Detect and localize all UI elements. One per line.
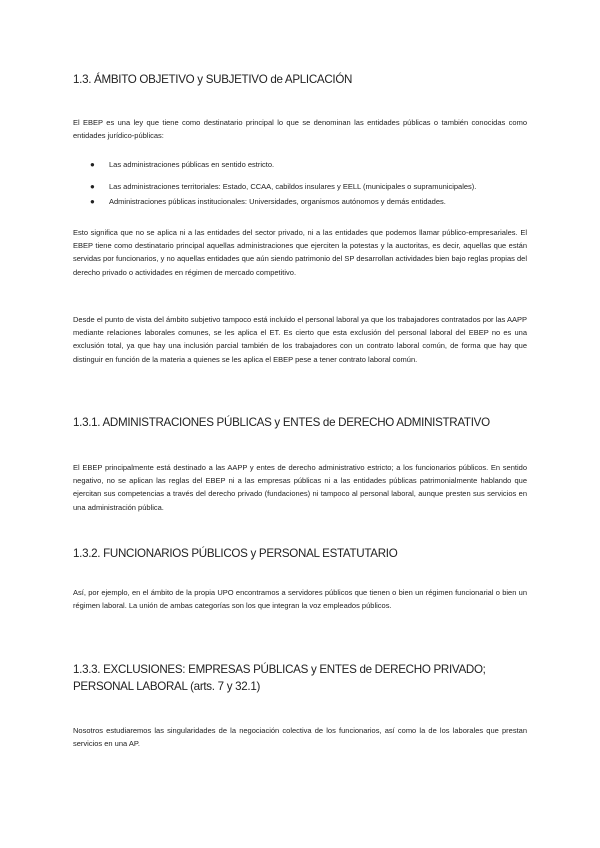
section-heading-1-3-3: 1.3.3. EXCLUSIONES: EMPRESAS PÚBLICAS y ENTES de DERECHO PRIVADO; PERSONAL LABORAL (arts. 7 y 32.1) [73,663,486,693]
bullet-icon: ● [90,160,95,169]
paragraph-exclusions: Nosotros estudiaremos las singularidades de la negociación colectiva de los funcionarios, así como la de los laborales que prestan servicios en una AP. [73,726,527,749]
list-item: ● Las administraciones públicas en sentido estricto. [90,158,527,171]
bullet-icon: ● [90,197,95,207]
entity-list [90,158,527,218]
section-heading-1-3-1: 1.3.1. ADMINISTRACIONES PÚBLICAS y ENTES de DERECHO ADMINISTRATIVO [73,416,490,429]
list-item: ● Las administraciones territoriales: Estado, CCAA, cabildos insulares y EELL (municipales o supramunicipales). [90,180,527,193]
bullet-icon: ● [90,182,95,192]
paragraph-subjective-scope: Desde el punto de vista del ámbito subjetivo tampoco está incluido el personal laboral ya que los trabajadores contratados por las AAPP mediante relaciones laborales comunes, se les aplica el ET. Es cierto que esta exclusión del personal laboral del EBEP no es una exclusión total, ya que hay una inclusión parcial también de los trabajadores con un contrato laboral común, de forma que hay que distinguir en función de la materia a quienes se les aplica el EBEP pese a tener contrato laboral común. [73,315,527,364]
paragraph-intro: El EBEP es una ley que tiene como destinatario principal lo que se denominan las entidades públicas o también conocidas como entidades jurídico-públicas: [73,118,527,141]
list-item: ● Administraciones públicas institucionales: Universidades, organismos autónomos y demás entidades. [90,195,527,208]
section-heading-1-3: 1.3. ÁMBITO OBJETIVO y SUBJETIVO de APLICACIÓN [73,73,353,86]
paragraph-administrations: El EBEP principalmente está destinado a las AAPP y entes de derecho administrativo estricto; a los funcionarios públicos. En sentido negativo, no se aplican las reglas del EBEP ni a las empresas públicas ni a las entidades públicas patrimonialmente hablando que ejercitan sus competencias a través del derecho privado (fundaciones) ni tampoco al personal laboral, aunque presten sus servicios en una administración pública. [73,463,527,512]
paragraph-civil-servants: Así, por ejemplo, en el ámbito de la propia UPO encontramos a servidores públicos que tienen o bien un régimen funcionarial o bien un régimen laboral. La unión de ambas categorías son los que integran la voz empleados públicos. [73,588,527,611]
paragraph-scope: Esto significa que no se aplica ni a las entidades del sector privado, ni a las entidades que podemos llamar público-empresariales. El EBEP tiene como destinatario principal aquellas administraciones que ejerciten la potestas y la auctoritas, es decir, aquellas que están servidas por funcionarios, y no aquellas entidades que aún siendo patrimonio del SP desarrollan actividades bien bajo reglas propias del derecho privado o actividades en régimen de mercado competitivo. [73,228,527,277]
section-heading-1-3-2: 1.3.2. FUNCIONARIOS PÚBLICOS y PERSONAL ESTATUTARIO [73,547,398,560]
